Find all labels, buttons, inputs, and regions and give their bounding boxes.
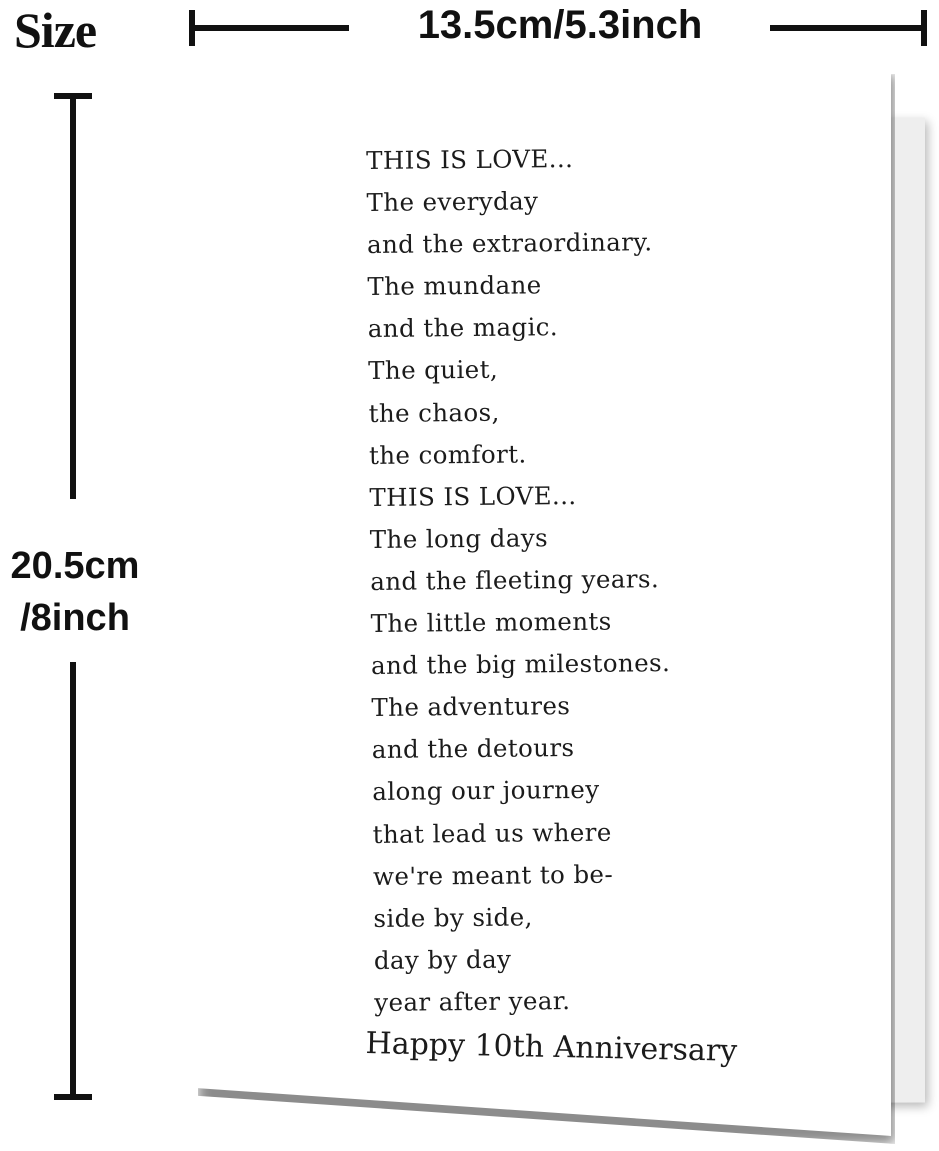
poem-line: and the extraordinary.: [366, 227, 653, 260]
height-dimension-bottom-cap: [54, 1094, 92, 1100]
poem-line: and the detours: [371, 733, 575, 765]
poem-line: along our journey: [372, 775, 600, 807]
poem-line: The everyday: [366, 186, 539, 218]
poem-line: THIS IS LOVE...: [369, 480, 577, 512]
poem-line: The quiet,: [368, 355, 499, 386]
poem-line: year after year.: [374, 985, 571, 1017]
height-dimension-label: [0, 540, 150, 644]
poem-line: side by side,: [373, 902, 533, 933]
poem-text: [366, 137, 674, 1024]
height-dimension-top-line: [70, 93, 76, 499]
poem-line: and the big milestones.: [370, 648, 671, 681]
poem-line: the chaos,: [368, 397, 500, 428]
poem-line: The adventures: [371, 691, 571, 723]
height-label-inch: /8inch: [20, 597, 130, 639]
width-dimension-end-cap: [921, 10, 927, 46]
poem-line: that lead us where: [372, 817, 612, 849]
height-label-cm: 20.5cm: [10, 545, 140, 587]
poem-line: we're meant to be-: [372, 859, 614, 891]
poem-line: The mundane: [367, 270, 542, 302]
poem-line: The little moments: [370, 606, 612, 639]
poem-line: the comfort.: [368, 439, 527, 470]
height-dimension-bottom-line: [70, 662, 76, 1098]
width-dimension-left-line: [189, 25, 349, 31]
poem-line: and the fleeting years.: [370, 564, 660, 596]
poem-line: THIS IS LOVE...: [366, 144, 574, 175]
size-label: Size: [14, 2, 97, 58]
poem-line: day by day: [373, 944, 512, 975]
poem-line: The long days: [369, 523, 549, 554]
poem-line: and the magic.: [367, 312, 559, 344]
anniversary-closing: Happy 10th Anniversary: [365, 1026, 738, 1069]
width-dimension-label: 13.5cm/5.3inch: [417, 3, 703, 47]
width-dimension-right-line: [770, 25, 927, 31]
